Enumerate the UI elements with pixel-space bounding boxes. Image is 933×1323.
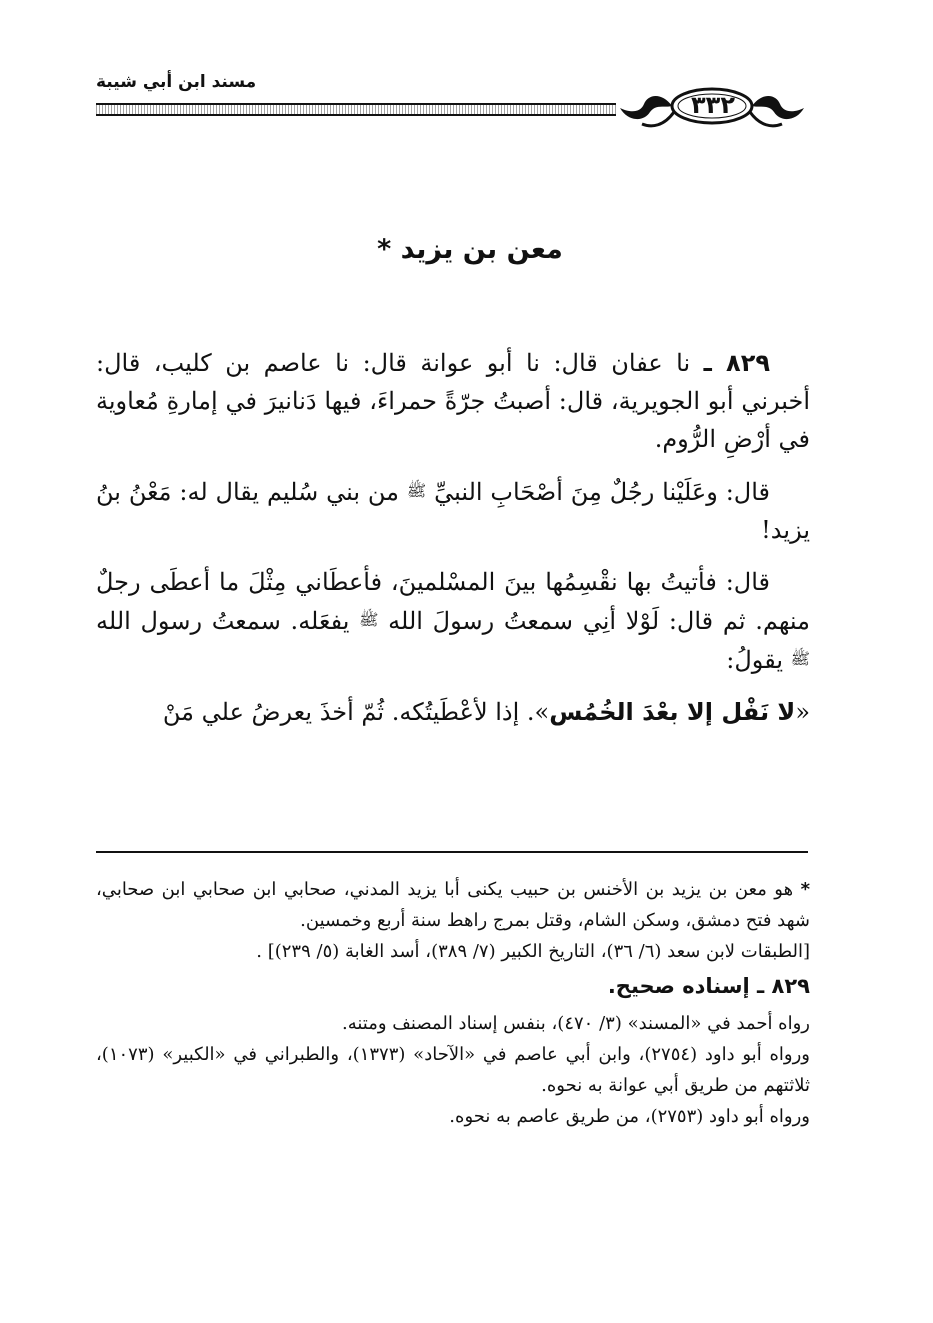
hadith-number: ٨٢٩ ـ bbox=[703, 349, 770, 377]
page-number: ٣٣٢ bbox=[691, 91, 735, 119]
footnote-references: [الطبقات لابن سعد (٦/ ٣٦)، التاريخ الكبير (٧/ ٣٨٩)، أسد الغابة (٥/ ٢٣٩)] . bbox=[256, 941, 810, 962]
hadith-text: من بني سُليم يقال له: مَعْنُ بنُ يزيد! bbox=[96, 478, 810, 544]
honorific-glyph: ﷺ bbox=[406, 481, 427, 500]
hadith-text: يقولُ: bbox=[726, 646, 784, 674]
hadith-paragraph-3 bbox=[96, 563, 810, 679]
footnote-line: ورواه أبو داود (٢٧٥٣)، من طريق عاصم به نحوه. bbox=[449, 1106, 810, 1127]
hadith-paragraph-2 bbox=[96, 472, 810, 549]
footnote-separator bbox=[96, 851, 808, 853]
footnote-bio bbox=[96, 874, 810, 936]
footnote-line: ورواه أبو داود (٢٧٥٤)، وابن أبي عاصم في «الآحاد» (١٣٧٣)، والطبراني في «الكبير» (١٠٧٣)، ثلاثتهم من طريق أبي عوانة به نحوه. bbox=[96, 1044, 810, 1096]
main-text bbox=[96, 344, 810, 745]
running-header-title: مسند ابن أبي شيبة bbox=[96, 72, 257, 92]
quote-mark: ». bbox=[526, 698, 550, 726]
footnotes bbox=[96, 874, 810, 1132]
hadith-text: إذا لأعْطَيتُكه. ثُمّ أخذَ يعرضُ علي مَنْ bbox=[162, 698, 520, 726]
honorific-glyph: ﷺ bbox=[790, 649, 810, 668]
hadith-text: قال: وعَلَيْنا رجُلٌ مِنَ أصْحَابِ النبيِّ bbox=[434, 478, 770, 506]
prophetic-saying: لا نَفْل إلا بعْدَ الخُمُس bbox=[549, 698, 796, 726]
chapter-title bbox=[300, 234, 640, 265]
chapter-title-text: معن بن يزيد bbox=[400, 234, 563, 265]
honorific-glyph: ﷺ bbox=[359, 610, 379, 629]
hadith-text: قال: فأتيتُ بها نقْسِمُها بينَ المسْلمينَ، فأعطَاني مِثْلَ ما أعطَى رجلٌ منهم. ثم قال: لَوْلا أنِي سمعتُ رسولَ الله bbox=[96, 568, 810, 635]
footnote-text: هو معن بن يزيد بن الأخنس بن حبيب يكنى أبا يزيد المدني، صحابي ابن صحابي ابن صحابي، شهد فتح دمشق، وسكن الشام، وقتل بمرج راهط سنة أربع وخمسين. bbox=[96, 879, 810, 931]
hadith-text: يفعَله. سمعتُ رسول الله bbox=[96, 607, 350, 635]
footnote-line: رواه أحمد في «المسند» (٣/ ٤٧٠)، بنفس إسناد المصنف ومتنه. bbox=[341, 1013, 810, 1034]
hadith-text: نا عفان قال: نا أبو عوانة قال: نا عاصم بن كليب، قال: أخبرني أبو الجويرية، قال: أصبتُ جرّةً حمراءَ، فيها دَنانيرَ في إمارةِ مُعاوية في أرْضِ الرُّوم. bbox=[96, 349, 810, 453]
hadith-paragraph-1 bbox=[96, 344, 810, 458]
hadith-paragraph-4 bbox=[96, 693, 810, 731]
header-rule-bottom bbox=[96, 114, 616, 116]
quote-mark: « bbox=[795, 698, 810, 726]
footnote-grading: ٨٢٩ ـ إسناده صحيح. bbox=[607, 974, 810, 998]
header-hatch-band bbox=[96, 105, 616, 114]
footnote-marker: * bbox=[800, 879, 810, 900]
footnote-marker: * bbox=[377, 234, 392, 265]
